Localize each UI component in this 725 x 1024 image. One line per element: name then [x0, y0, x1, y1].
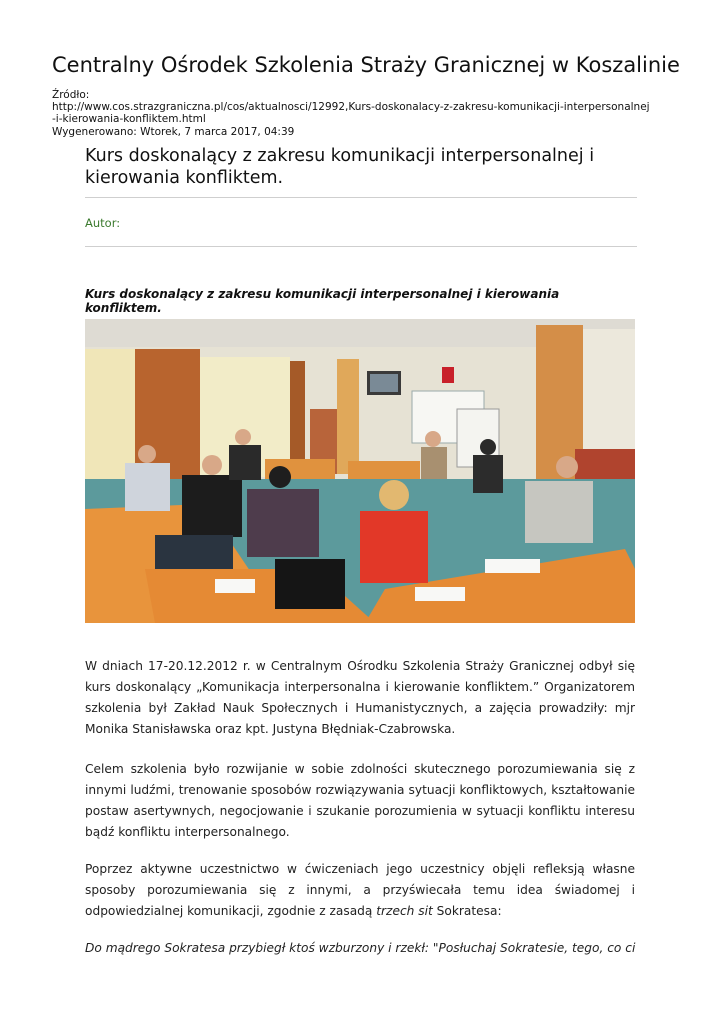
- site-title: Centralny Ośrodek Szkolenia Straży Granicznej w Koszalinie: [52, 53, 680, 77]
- source-label: Źródło:: [52, 89, 90, 101]
- author-label: Autor:: [85, 216, 121, 230]
- source-meta: [52, 89, 692, 138]
- sokrates-quote: Do mądrego Sokratesa przybiegł ktoś wzburzony i rzekł: "Posłuchaj Sokratesie, tego, co ci: [85, 941, 636, 955]
- paragraph-1: W dniach 17-20.12.2012 r. w Centralnym Ośrodku Szkolenia Straży Granicznej odbył się kurs doskonalący „Komunikacja interpersonalna i kierowanie konfliktem.” Organizatorem szkolenia był Zakład Nauk Społecznych i Humanistycznych, a zajęcia prowadziły: mjr Monika Stanisławska oraz kpt. Justyna Błędniak-Czabrowska.: [85, 659, 635, 736]
- divider-top: [85, 197, 637, 198]
- paragraph-2: Celem szkolenia było rozwijanie w sobie zdolności skutecznego porozumiewania się z innymi ludźmi, trenowanie sposobów rozwiązywania sytuacji konfliktowych, kształtowanie postaw asertywnych, negocjowanie i szukanie porozumienia w sytuacji konfliktu interesu bądź konfliktu interpersonalnego.: [85, 762, 635, 839]
- paragraph-3-emphasis: trzech sit: [376, 904, 433, 918]
- divider-bottom: [85, 246, 637, 247]
- paragraph-3-end: Sokratesa:: [432, 904, 502, 918]
- paragraph-3-text: Poprzez aktywne uczestnictwo w ćwiczeniach jego uczestnicy objęli refleksją własne sposoby porozumiewania się z innymi, a przyświecała temu idea świadomej i odpowiedzialnej komunikacji, zgodnie z zasadą: [85, 862, 635, 918]
- source-url-line-1[interactable]: http://www.cos.strazgraniczna.pl/cos/aktualnosci/12992,Kurs-doskonalacy-z-zakresu-komunikacji-interpersonalnej: [52, 101, 650, 114]
- source-url-line-2[interactable]: -i-kierowania-konfliktem.html: [52, 113, 206, 126]
- article-lead: Kurs doskonalący z zakresu komunikacji interpersonalnej i kierowania konfliktem.: [85, 287, 560, 315]
- article-title: Kurs doskonalący z zakresu komunikacji interpersonalnej i kierowania konfliktem.: [85, 146, 595, 188]
- article-photo: [85, 319, 635, 623]
- generated-date: Wygenerowano: Wtorek, 7 marca 2017, 04:39: [52, 125, 295, 138]
- paragraph-3: [85, 859, 635, 922]
